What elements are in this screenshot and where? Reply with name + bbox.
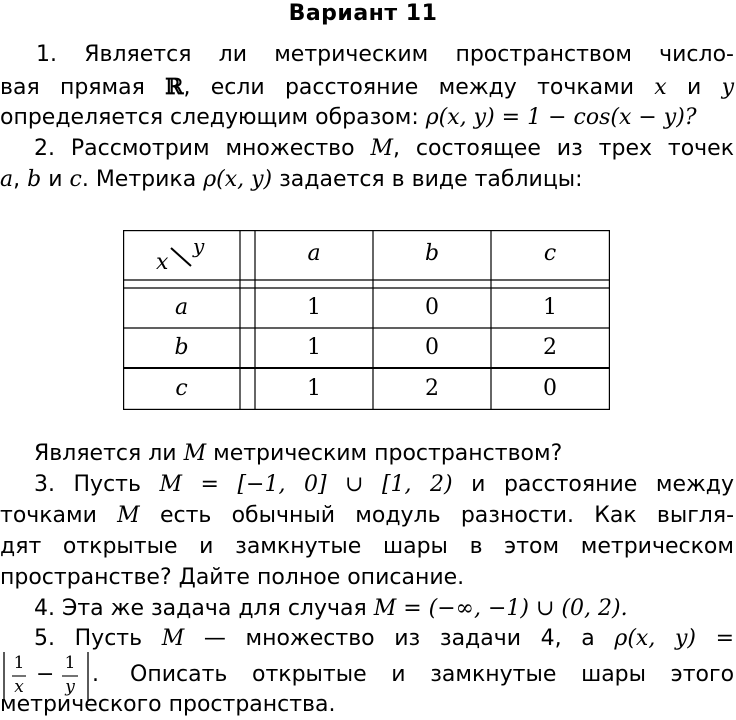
problem-5-line-2: [130, 660, 734, 690]
var-M: M: [117, 503, 140, 528]
p1-text: вая прямая: [0, 75, 166, 100]
p3-word: точками: [0, 503, 97, 528]
p5-word: из: [394, 626, 421, 651]
problem-2-question: [0, 439, 562, 469]
period: .: [92, 662, 99, 687]
p1-text: , если расстояние между точками: [183, 75, 655, 100]
problem-3-line-3: [0, 532, 734, 562]
table-cell: 0: [425, 295, 439, 320]
p1-text: и: [666, 75, 722, 100]
p5-word: 5.: [34, 626, 55, 651]
column-header: b: [424, 241, 440, 266]
p2-text: ,: [13, 167, 28, 192]
problem-1-line-3: [0, 103, 697, 133]
table-cell: 1: [543, 295, 557, 320]
p5-word: этого: [670, 662, 735, 687]
metric-formula: ρ(x, y) = 1 − cos(x − y)?: [425, 105, 697, 130]
problem-4: [0, 594, 628, 624]
p3-word: в: [469, 534, 483, 559]
p3-word: и: [199, 534, 214, 559]
p1-word: 1.: [36, 42, 57, 67]
p3-word: дят: [0, 534, 42, 559]
p3-word: модуль: [355, 503, 441, 528]
p2-text: , состоящее из трех точек: [393, 136, 734, 161]
problem-3-line-4: пространстве? Дайте полное описание.: [0, 565, 465, 590]
p4-text: 4. Эта же задача для случая: [34, 596, 374, 621]
q2-text: метрическим пространством?: [206, 441, 563, 466]
var-M: M: [161, 626, 185, 651]
p5-word: 4,: [540, 626, 562, 651]
corner-label-y: y: [193, 234, 205, 258]
q2-text: Является ли: [34, 441, 184, 466]
set-definition: M = (−∞, −1) ∪ (0, 2).: [373, 596, 628, 621]
p1-word: пространством: [455, 42, 632, 67]
fraction-1-numerator: 1: [13, 653, 25, 673]
p1-word: Является: [84, 42, 192, 67]
reals-symbol: ℝ: [165, 74, 184, 100]
p5-word: а: [581, 626, 595, 651]
p3-word: Пусть: [73, 472, 141, 497]
row-header: c: [175, 376, 188, 401]
column-header: c: [543, 241, 557, 266]
var-M: M: [183, 441, 207, 466]
var-x: x: [654, 75, 667, 100]
p2-text: и: [41, 167, 70, 192]
fraction-1-denominator: x: [14, 677, 24, 697]
p5-word: замкнутые: [430, 662, 557, 687]
p3-word: расстояние: [503, 472, 638, 497]
p3-word: между: [655, 472, 735, 497]
p3-word: обычный: [231, 503, 336, 528]
row-header: a: [174, 295, 189, 320]
p1-word: число-: [659, 42, 734, 67]
p3-word: шары: [382, 534, 448, 559]
table-cell: 2: [425, 376, 439, 401]
problem-5-line-3: метрического пространства.: [0, 692, 336, 717]
problem-1-line-1: [0, 40, 734, 70]
table-cell: 0: [543, 376, 557, 401]
set-definition: M = [−1, 0] ∪ [1, 2): [159, 472, 453, 497]
p3-word: открытые: [62, 534, 178, 559]
p3-word: есть: [159, 503, 212, 528]
p5-word: открытые: [252, 662, 367, 687]
table-cell: 1: [307, 295, 321, 320]
problem-2-line-1: [0, 134, 734, 164]
problem-1-line-2: [0, 72, 734, 102]
problem-5-line-1: [0, 624, 734, 654]
fraction-2-numerator: 1: [64, 653, 76, 673]
problem-3-line-1: [0, 470, 734, 500]
page-title: Вариант 11: [288, 1, 438, 26]
p5-word: Пусть: [74, 626, 143, 651]
column-header: a: [307, 241, 321, 266]
p3-word: выгля-: [656, 503, 735, 528]
metric-symbol: ρ(x, y): [203, 167, 273, 192]
p1-text: определяется следующим образом:: [0, 105, 426, 130]
fraction-2-denominator: y: [65, 677, 75, 697]
table-cell: 1: [307, 376, 321, 401]
row-header: b: [174, 335, 189, 360]
p3-word: и: [471, 472, 486, 497]
p3-word: метрическом: [580, 534, 734, 559]
p5-word: и: [391, 662, 406, 687]
var-c: c: [69, 167, 82, 192]
p3-word: замкнутые: [235, 534, 362, 559]
var-b: b: [27, 167, 42, 192]
var-a: a: [0, 167, 14, 192]
table-cell: 2: [543, 335, 557, 360]
p5-word: —: [203, 626, 226, 651]
p3-word: этом: [504, 534, 560, 559]
metric-formula: ρ(x, y) =: [614, 626, 735, 651]
p3-word: Как: [594, 503, 637, 528]
p5-word: задачи: [439, 626, 522, 651]
p5-word: множество: [245, 626, 375, 651]
p1-word: ли: [218, 42, 247, 67]
p2-text: 2. Рассмотрим множество: [34, 136, 371, 161]
p3-word: 3.: [34, 472, 55, 497]
problem-3-line-2: [0, 501, 734, 531]
p2-text: . Метрика: [81, 167, 204, 192]
var-M: M: [370, 136, 394, 161]
p5-word: шары: [581, 662, 647, 687]
table-cell: 1: [307, 335, 321, 360]
minus-sign: −: [36, 662, 55, 687]
distance-table: [123, 230, 610, 410]
table-cell: 0: [425, 335, 439, 360]
var-y: y: [721, 75, 734, 100]
p1-word: метрическим: [274, 42, 429, 67]
p3-word: разности.: [460, 503, 575, 528]
corner-label-x: x: [156, 250, 169, 275]
problem-2-line-2: [0, 165, 583, 195]
p2-text: задается в виде таблицы:: [272, 167, 583, 192]
p5-word: Описать: [130, 662, 228, 687]
